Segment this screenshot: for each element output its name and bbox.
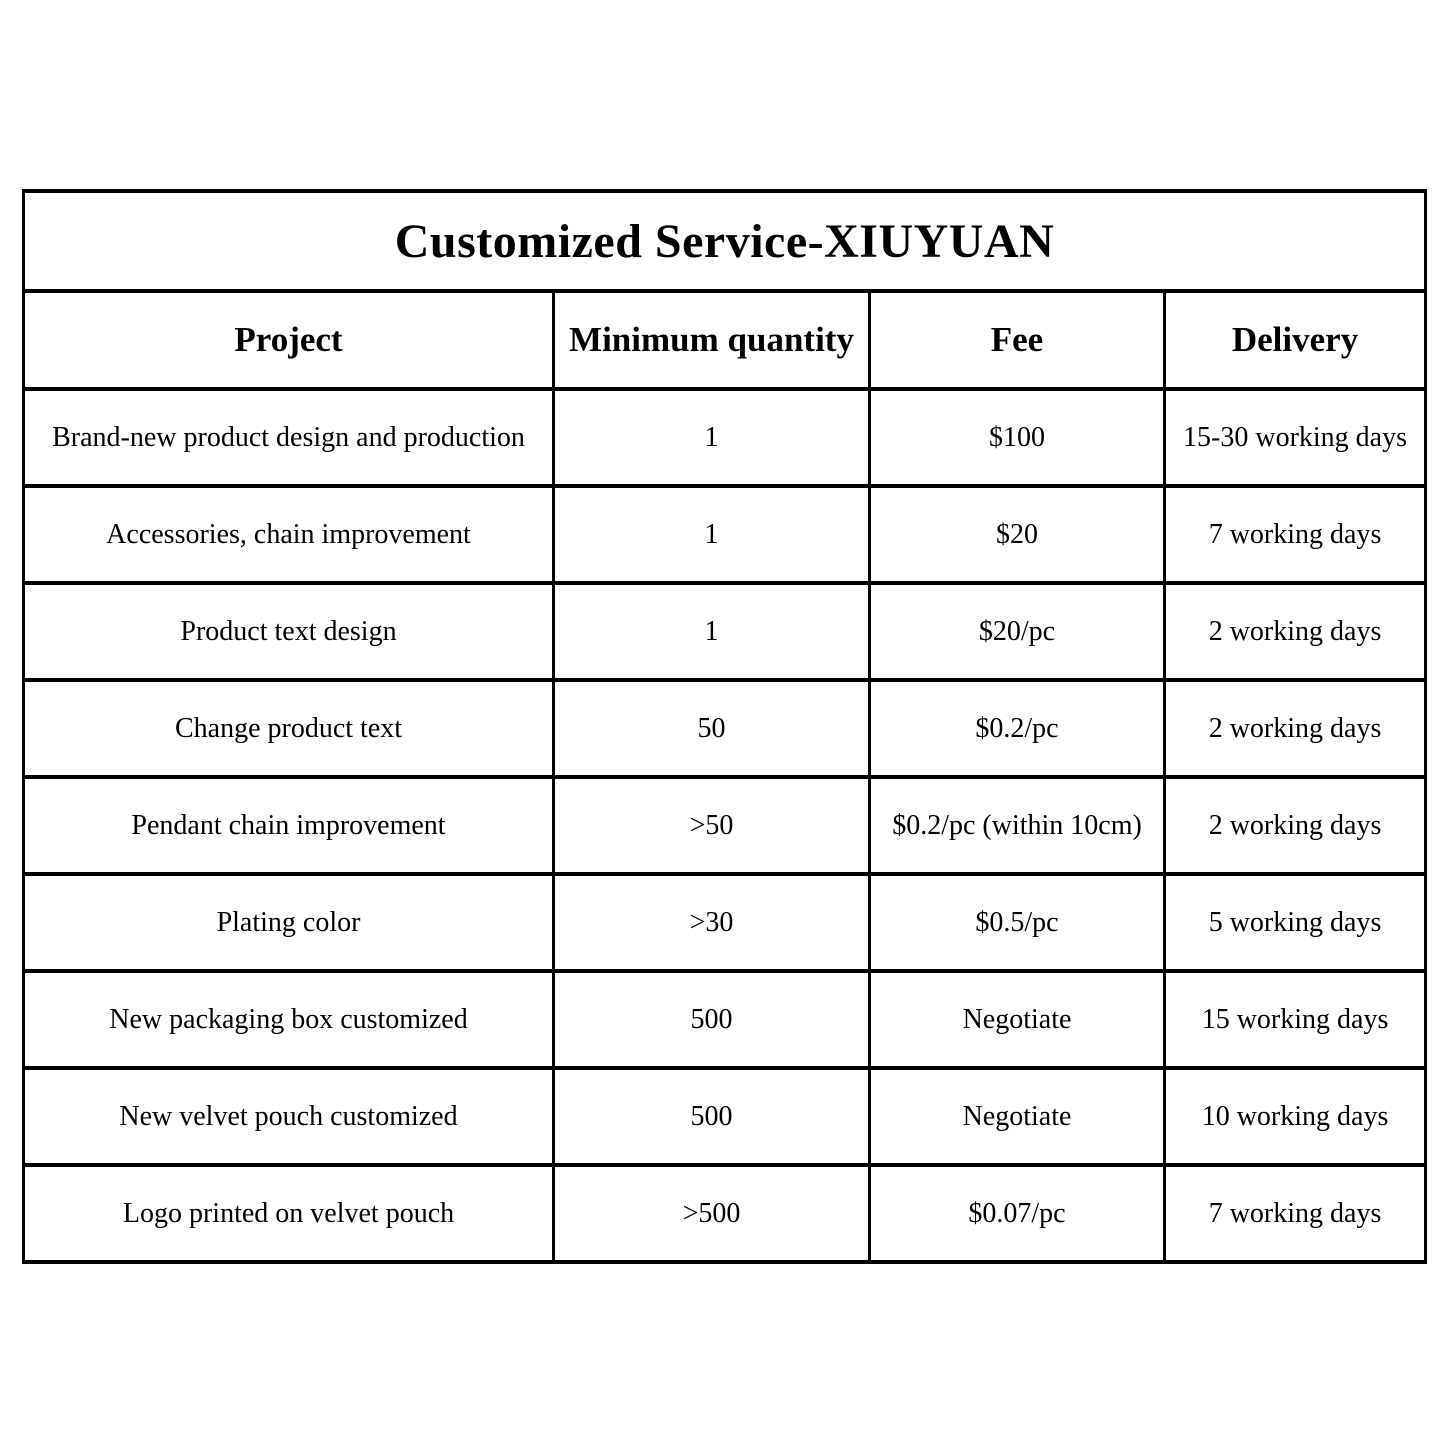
cell-project: New velvet pouch customized	[24, 1068, 554, 1165]
cell-delivery: 7 working days	[1165, 1165, 1426, 1262]
cell-project: New packaging box customized	[24, 971, 554, 1068]
cell-minimum-quantity: >500	[554, 1165, 870, 1262]
cell-project: Logo printed on velvet pouch	[24, 1165, 554, 1262]
column-header-project: Project	[24, 291, 554, 389]
cell-fee: Negotiate	[870, 971, 1165, 1068]
cell-fee: $0.07/pc	[870, 1165, 1165, 1262]
cell-fee: $20/pc	[870, 583, 1165, 680]
cell-project: Pendant chain improvement	[24, 777, 554, 874]
table-row	[24, 583, 1426, 680]
pricing-table-container	[22, 189, 1427, 1264]
cell-minimum-quantity: 1	[554, 389, 870, 486]
cell-fee: $0.2/pc (within 10cm)	[870, 777, 1165, 874]
cell-minimum-quantity: >50	[554, 777, 870, 874]
cell-delivery: 10 working days	[1165, 1068, 1426, 1165]
column-header-minimum-quantity: Minimum quantity	[554, 291, 870, 389]
cell-project: Plating color	[24, 874, 554, 971]
cell-minimum-quantity: 1	[554, 486, 870, 583]
cell-minimum-quantity: 1	[554, 583, 870, 680]
table-title-row	[24, 191, 1426, 291]
cell-fee: Negotiate	[870, 1068, 1165, 1165]
cell-minimum-quantity: 50	[554, 680, 870, 777]
table-row	[24, 777, 1426, 874]
cell-project: Brand-new product design and production	[24, 389, 554, 486]
cell-fee: $0.2/pc	[870, 680, 1165, 777]
cell-delivery: 15 working days	[1165, 971, 1426, 1068]
cell-delivery: 2 working days	[1165, 583, 1426, 680]
table-row	[24, 486, 1426, 583]
cell-delivery: 2 working days	[1165, 777, 1426, 874]
table-header-row	[24, 291, 1426, 389]
cell-delivery: 7 working days	[1165, 486, 1426, 583]
cell-minimum-quantity: 500	[554, 971, 870, 1068]
cell-delivery: 15-30 working days	[1165, 389, 1426, 486]
cell-delivery: 2 working days	[1165, 680, 1426, 777]
table-row	[24, 874, 1426, 971]
column-header-fee: Fee	[870, 291, 1165, 389]
cell-fee: $100	[870, 389, 1165, 486]
table-row	[24, 680, 1426, 777]
table-row	[24, 1165, 1426, 1262]
cell-project: Change product text	[24, 680, 554, 777]
cell-project: Product text design	[24, 583, 554, 680]
table-row	[24, 971, 1426, 1068]
cell-fee: $20	[870, 486, 1165, 583]
table-row	[24, 1068, 1426, 1165]
cell-delivery: 5 working days	[1165, 874, 1426, 971]
pricing-table	[22, 189, 1427, 1264]
column-header-delivery: Delivery	[1165, 291, 1426, 389]
cell-fee: $0.5/pc	[870, 874, 1165, 971]
cell-minimum-quantity: 500	[554, 1068, 870, 1165]
table-title: Customized Service-XIUYUAN	[24, 191, 1426, 291]
table-row	[24, 389, 1426, 486]
table-body	[24, 389, 1426, 1262]
cell-project: Accessories, chain improvement	[24, 486, 554, 583]
cell-minimum-quantity: >30	[554, 874, 870, 971]
